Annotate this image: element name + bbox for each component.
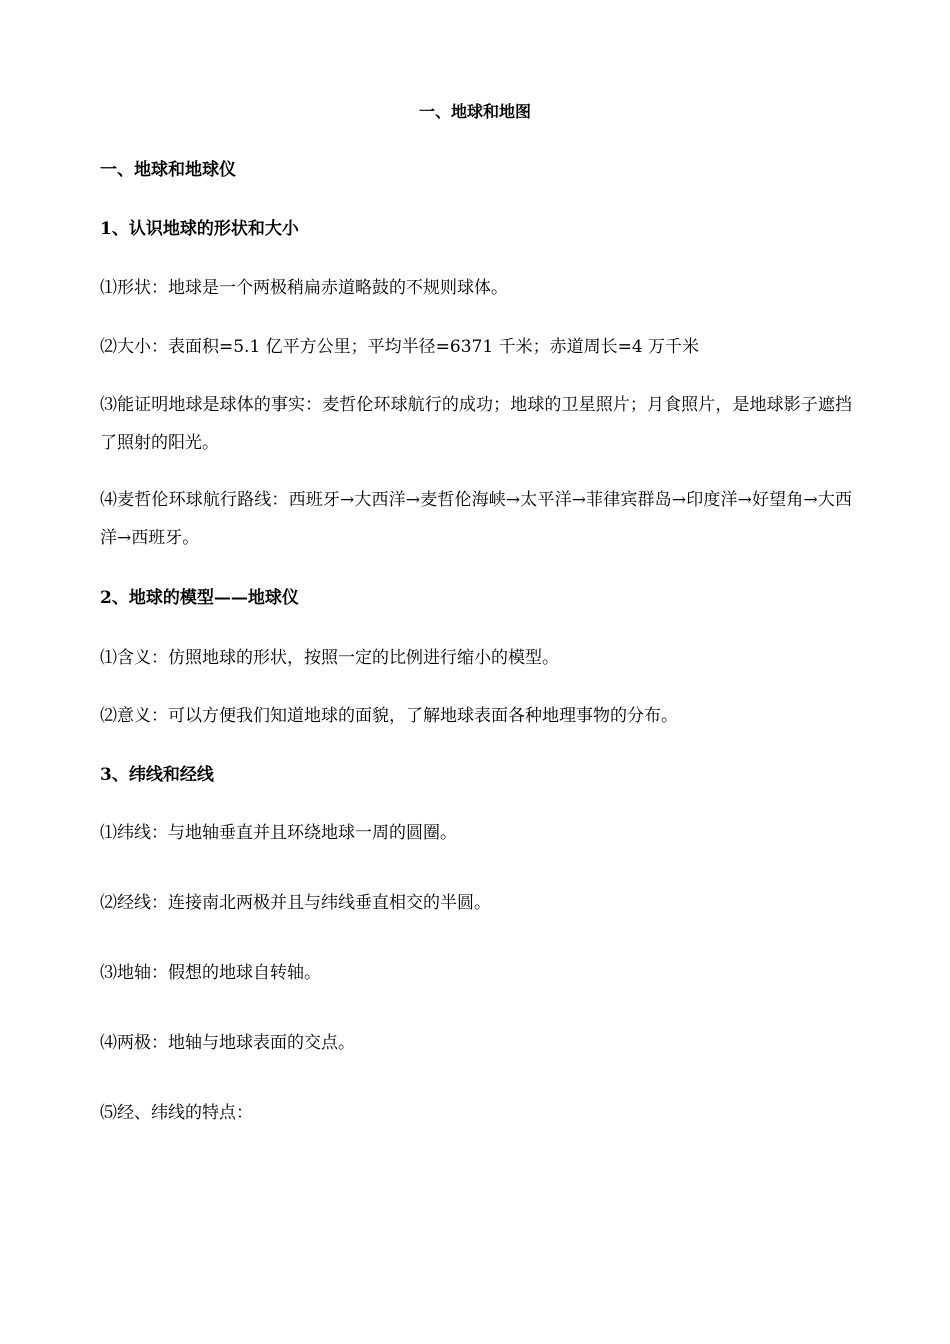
paragraph-earth-axis: ⑶地轴：假想的地球自转轴。: [100, 963, 321, 983]
document-title: 一、地球和地图: [418, 102, 531, 121]
subsection-heading-globe-model: 2、地球的模型——地球仪: [100, 588, 299, 608]
subsection-heading-latitude-longitude: 3、纬线和经线: [100, 765, 214, 785]
paragraph-size: ⑵大小：表面积=5.1 亿平方公里；平均半径=6371 千米；赤道周长=4 万千米: [100, 337, 700, 357]
paragraph-globe-significance: ⑵意义：可以方便我们知道地球的面貌，了解地球表面各种地理事物的分布。: [100, 706, 678, 726]
subsection-heading-shape-and-size: 1、认识地球的形状和大小: [100, 219, 299, 239]
paragraph-latitude: ⑴纬线：与地轴垂直并且环绕地球一周的圆圈。: [100, 823, 457, 843]
paragraph-shape: ⑴形状：地球是一个两极稍扁赤道略鼓的不规则球体。: [100, 278, 508, 298]
paragraph-features: ⑸经、纬线的特点：: [100, 1103, 253, 1123]
paragraph-poles: ⑷两极：地轴与地球表面的交点。: [100, 1033, 355, 1053]
paragraph-proof-of-sphere: ⑶能证明地球是球体的事实：麦哲伦环球航行的成功；地球的卫星照片；月食照片，是地球影子遮挡了照射的阳光。: [100, 395, 852, 453]
paragraph-globe-meaning: ⑴含义：仿照地球的形状，按照一定的比例进行缩小的模型。: [100, 648, 559, 668]
section-heading-earth-and-globe: 一、地球和地球仪: [100, 160, 236, 180]
paragraph-magellan-route: ⑷麦哲伦环球航行路线：西班牙→大西洋→麦哲伦海峡→太平洋→菲律宾群岛→印度洋→好望角→大西洋→西班牙。: [100, 490, 852, 548]
paragraph-longitude: ⑵经线：连接南北两极并且与纬线垂直相交的半圆。: [100, 893, 491, 913]
